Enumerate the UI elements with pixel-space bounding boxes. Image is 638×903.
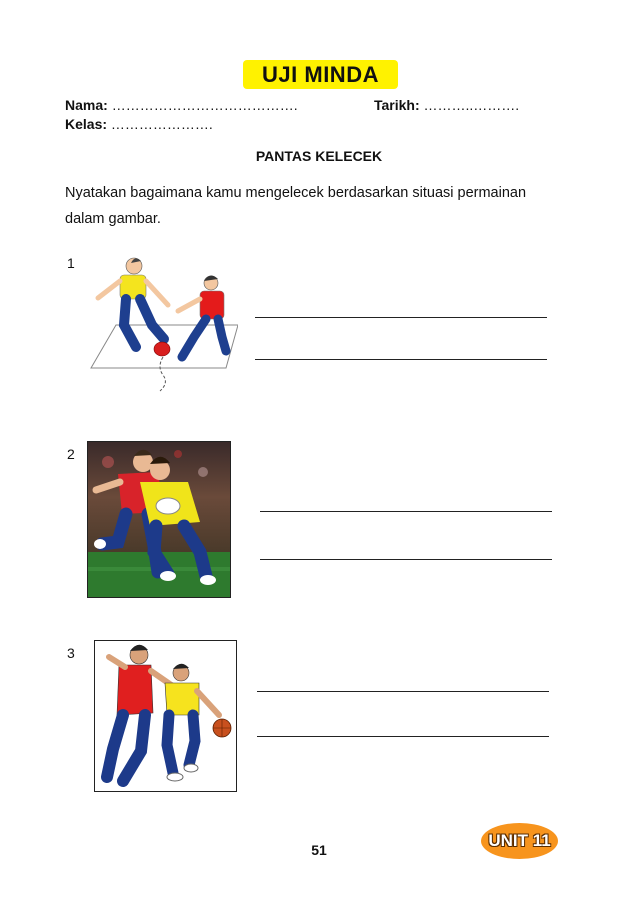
- class-blank: ………………….: [110, 116, 213, 132]
- answer-line[interactable]: [257, 736, 549, 737]
- question-2-image: [87, 441, 231, 598]
- football-dribbling-illustration: [86, 253, 238, 403]
- class-field: [65, 116, 213, 132]
- worksheet-title-badge: [243, 60, 398, 89]
- worksheet-title: UJI MINDA: [262, 62, 379, 87]
- question-1-image: [86, 253, 238, 403]
- answer-line[interactable]: [255, 359, 547, 360]
- question-number-1: 1: [67, 255, 75, 271]
- question-number-3: 3: [67, 645, 75, 661]
- answer-line[interactable]: [260, 559, 552, 560]
- date-blank: ………..……….: [423, 97, 520, 113]
- section-subtitle: PANTAS KELECEK: [255, 148, 383, 164]
- date-label: Tarikh:: [374, 97, 420, 113]
- instructions-text: Nyatakan bagaimana kamu mengelecek berdasarkan situasi permainan dalam gambar.: [65, 185, 527, 227]
- basketball-dribbling-illustration: [95, 641, 236, 791]
- name-field: [65, 97, 298, 113]
- class-label: Kelas:: [65, 116, 108, 132]
- unit-badge: [481, 823, 558, 859]
- question-number-2: 2: [67, 446, 75, 462]
- date-field: [374, 97, 519, 113]
- answer-line[interactable]: [260, 511, 552, 512]
- name-label: Nama:: [65, 97, 108, 113]
- question-3-image: [94, 640, 237, 792]
- name-blank: ………………………………….: [111, 97, 298, 113]
- answer-line[interactable]: [257, 691, 549, 692]
- unit-badge-label: UNIT 11: [488, 831, 551, 850]
- answer-line[interactable]: [255, 317, 547, 318]
- page-number: 51: [311, 842, 327, 858]
- rugby-players-photo: [88, 442, 230, 597]
